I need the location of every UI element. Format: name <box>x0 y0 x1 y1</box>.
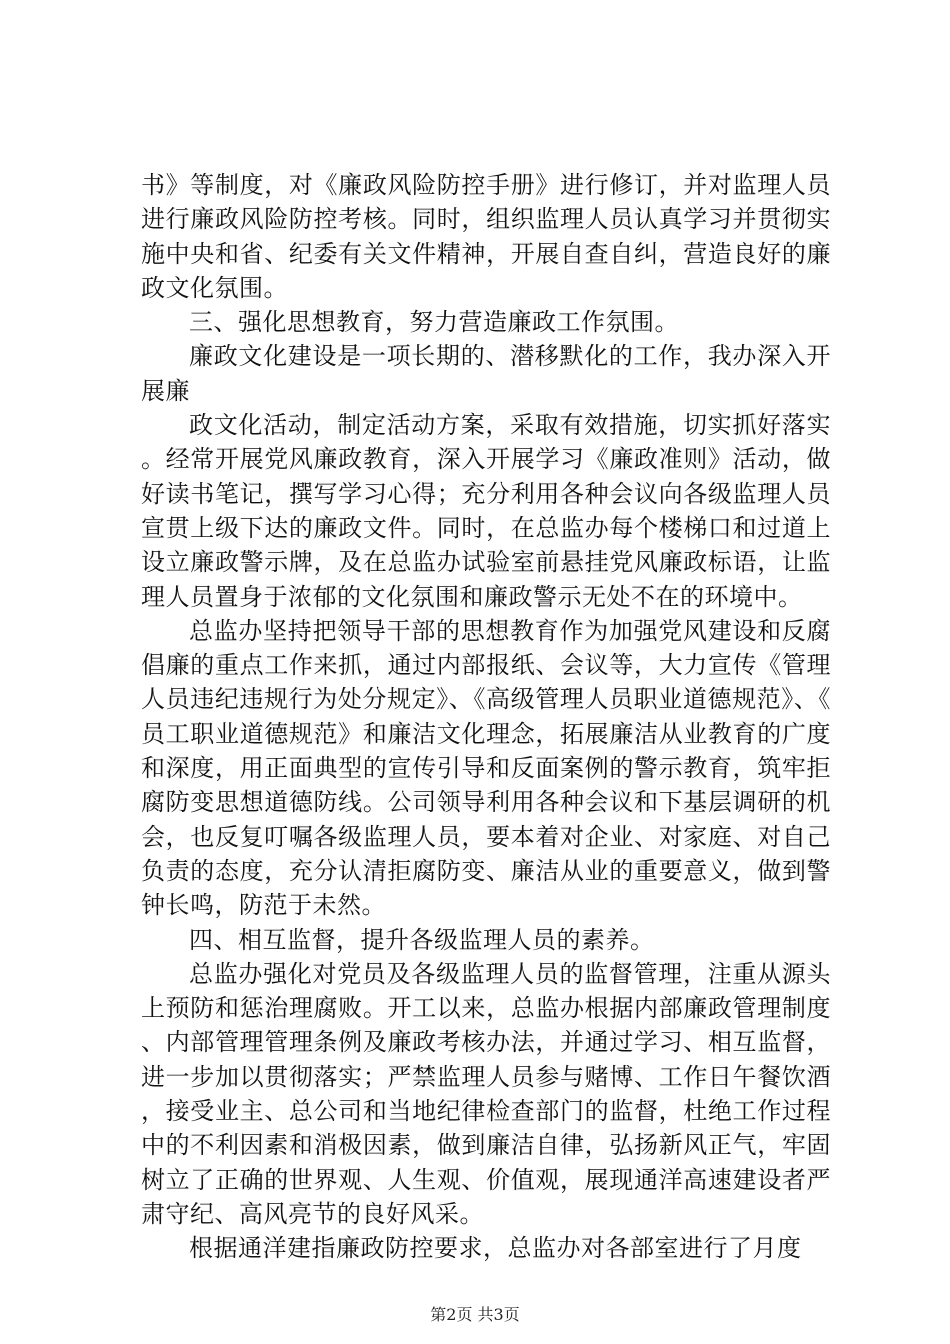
paragraph-continuation: 书》等制度，对《廉政风险防控手册》进行修订，并对监理人员进行廉政风险防控考核。同时，组织监理人员认真学习并贯彻实施中央和省、纪委有关文件精神，开展自查自纠，营造良好的廉政文化氛围。 <box>141 171 831 302</box>
paragraph-culture-intro: 廉政文化建设是一项长期的、潜移默化的工作，我办深入开展廉 <box>141 342 831 405</box>
page-number-footer: 第2页 共3页 <box>430 1305 520 1324</box>
paragraph-culture-activities: 政文化活动，制定活动方案，采取有效措施，切实抓好落实。经常开展党风廉政教育，深入开展学习《廉政准则》活动，做好读书笔记，撰写学习心得；充分利用各种会议向各级监理人员宣贯上级下达的廉政文件。同时，在总监办每个楼梯口和过道上设立廉政警示牌，及在总监办试验室前悬挂党风廉政标语，让监理人员置身于浓郁的文化氛围和廉政警示无处不在的环境中。 <box>141 411 831 611</box>
paragraph-supervision: 总监办强化对党员及各级监理人员的监督管理，注重从源头上预防和惩治理腐败。开工以来，总监办根据内部廉政管理制度、内部管理管理条例及廉政考核办法，并通过学习、相互监督，进一步加以贯彻落实；严禁监理人员参与赌博、工作日午餐饮酒，接受业主、总公司和当地纪律检查部门的监督，杜绝工作过程中的不利因素和消极因素，做到廉洁自律，弘扬新风正气，牢固树立了正确的世界观、人生观、价值观，展现通洋高速建设者严肃守纪、高风亮节的良好风采。 <box>141 959 831 1228</box>
section-heading-four: 四、相互监督，提升各级监理人员的素养。 <box>189 925 655 954</box>
paragraph-monthly-check: 根据通洋建指廉政防控要求，总监办对各部室进行了月度 <box>189 1234 802 1263</box>
section-heading-three: 三、强化思想教育，努力营造廉政工作氛围。 <box>189 308 679 337</box>
document-body <box>141 168 831 1266</box>
paragraph-leadership-education: 总监办坚持把领导干部的思想教育作为加强党风建设和反腐倡廉的重点工作来抓，通过内部报纸、会议等，大力宣传《管理人员违纪违规行为处分规定》、《高级管理人员职业道德规范》、《员工职业道德规范》和廉洁文化理念，拓展廉洁从业教育的广度和深度，用正面典型的宣传引导和反面案例的警示教育，筑牢拒腐防变思想道德防线。公司领导利用各种会议和下基层调研的机会，也反复叮嘱各级监理人员，要本着对企业、对家庭、对自己负责的态度，充分认清拒腐防变、廉洁从业的重要意义，做到警钟长鸣，防范于未然。 <box>141 616 831 920</box>
